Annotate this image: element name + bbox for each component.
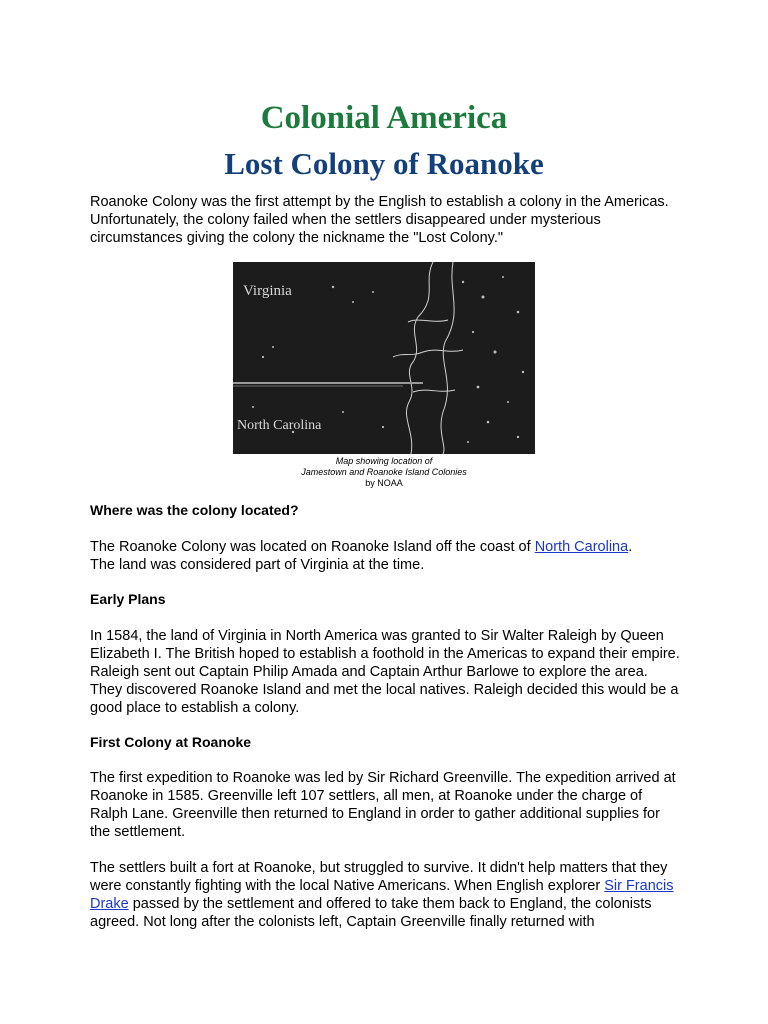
map-caption	[234, 456, 534, 489]
map-caption-line1: Map showing location of	[335, 456, 433, 466]
heading-early-plans: Early Plans	[90, 591, 166, 607]
map-credit: by NOAA	[365, 478, 403, 488]
map-caption-line2: Jamestown and Roanoke Island Colonies	[301, 467, 467, 477]
settlers-text-before: The settlers built a fort at Roanoke, but struggled to survive. It didn't help matters that they were constantly fighting with the local Native Americans. When English explorer	[90, 860, 668, 894]
page-subtitle: Lost Colony of Roanoke	[224, 146, 544, 181]
roanoke-map-image	[233, 262, 535, 454]
heading-first-colony: First Colony at Roanoke	[90, 734, 252, 750]
where-text-after: .	[628, 539, 633, 555]
heading-where: Where was the colony located?	[90, 502, 299, 518]
where-paragraph	[90, 538, 680, 574]
where-text-line2: The land was considered part of Virginia at the time.	[90, 557, 425, 573]
north-carolina-link[interactable]: North Carolina	[534, 539, 629, 555]
settlers-paragraph	[90, 859, 680, 931]
early-plans-paragraph: In 1584, the land of Virginia in North America was granted to Sir Walter Raleigh by Queen Elizabeth I. The British hoped to establish a foothold in the Americas to expand their empire. Raleigh sent out Captain Philip Amada and Captain Arthur Barlowe to explore the area. They discovered Roanoke Island and met the local natives. Raleigh decided this would be a good place to establish a colony.	[90, 628, 680, 716]
map-label-north-carolina: North Carolina	[237, 418, 322, 433]
intro-paragraph: Roanoke Colony was the first attempt by the English to establish a colony in the Americas. Unfortunately, the colony failed when the settlers disappeared under mysterious circumstances giving the colony the nickname the "Lost Colony."	[90, 194, 669, 246]
page-title: Colonial America	[260, 100, 508, 136]
where-text-before: The Roanoke Colony was located on Roanoke Island off the coast of	[90, 539, 535, 555]
first-colony-paragraph: The first expedition to Roanoke was led by Sir Richard Greenville. The expedition arrived at Roanoke in 1585. Greenville left 107 settlers, all men, at Roanoke under the charge of Ralph Lane. Greenville then returned to England in order to gather additional supplies for the settlement.	[90, 770, 676, 840]
francis-drake-link[interactable]: Sir Francis Drake	[90, 878, 674, 912]
map-label-virginia: Virginia	[243, 283, 292, 299]
settlers-text-after: passed by the settlement and offered to take them back to England, the colonists agreed. Not long after the colonists left, Captain Greenville finally returned with	[90, 896, 652, 930]
